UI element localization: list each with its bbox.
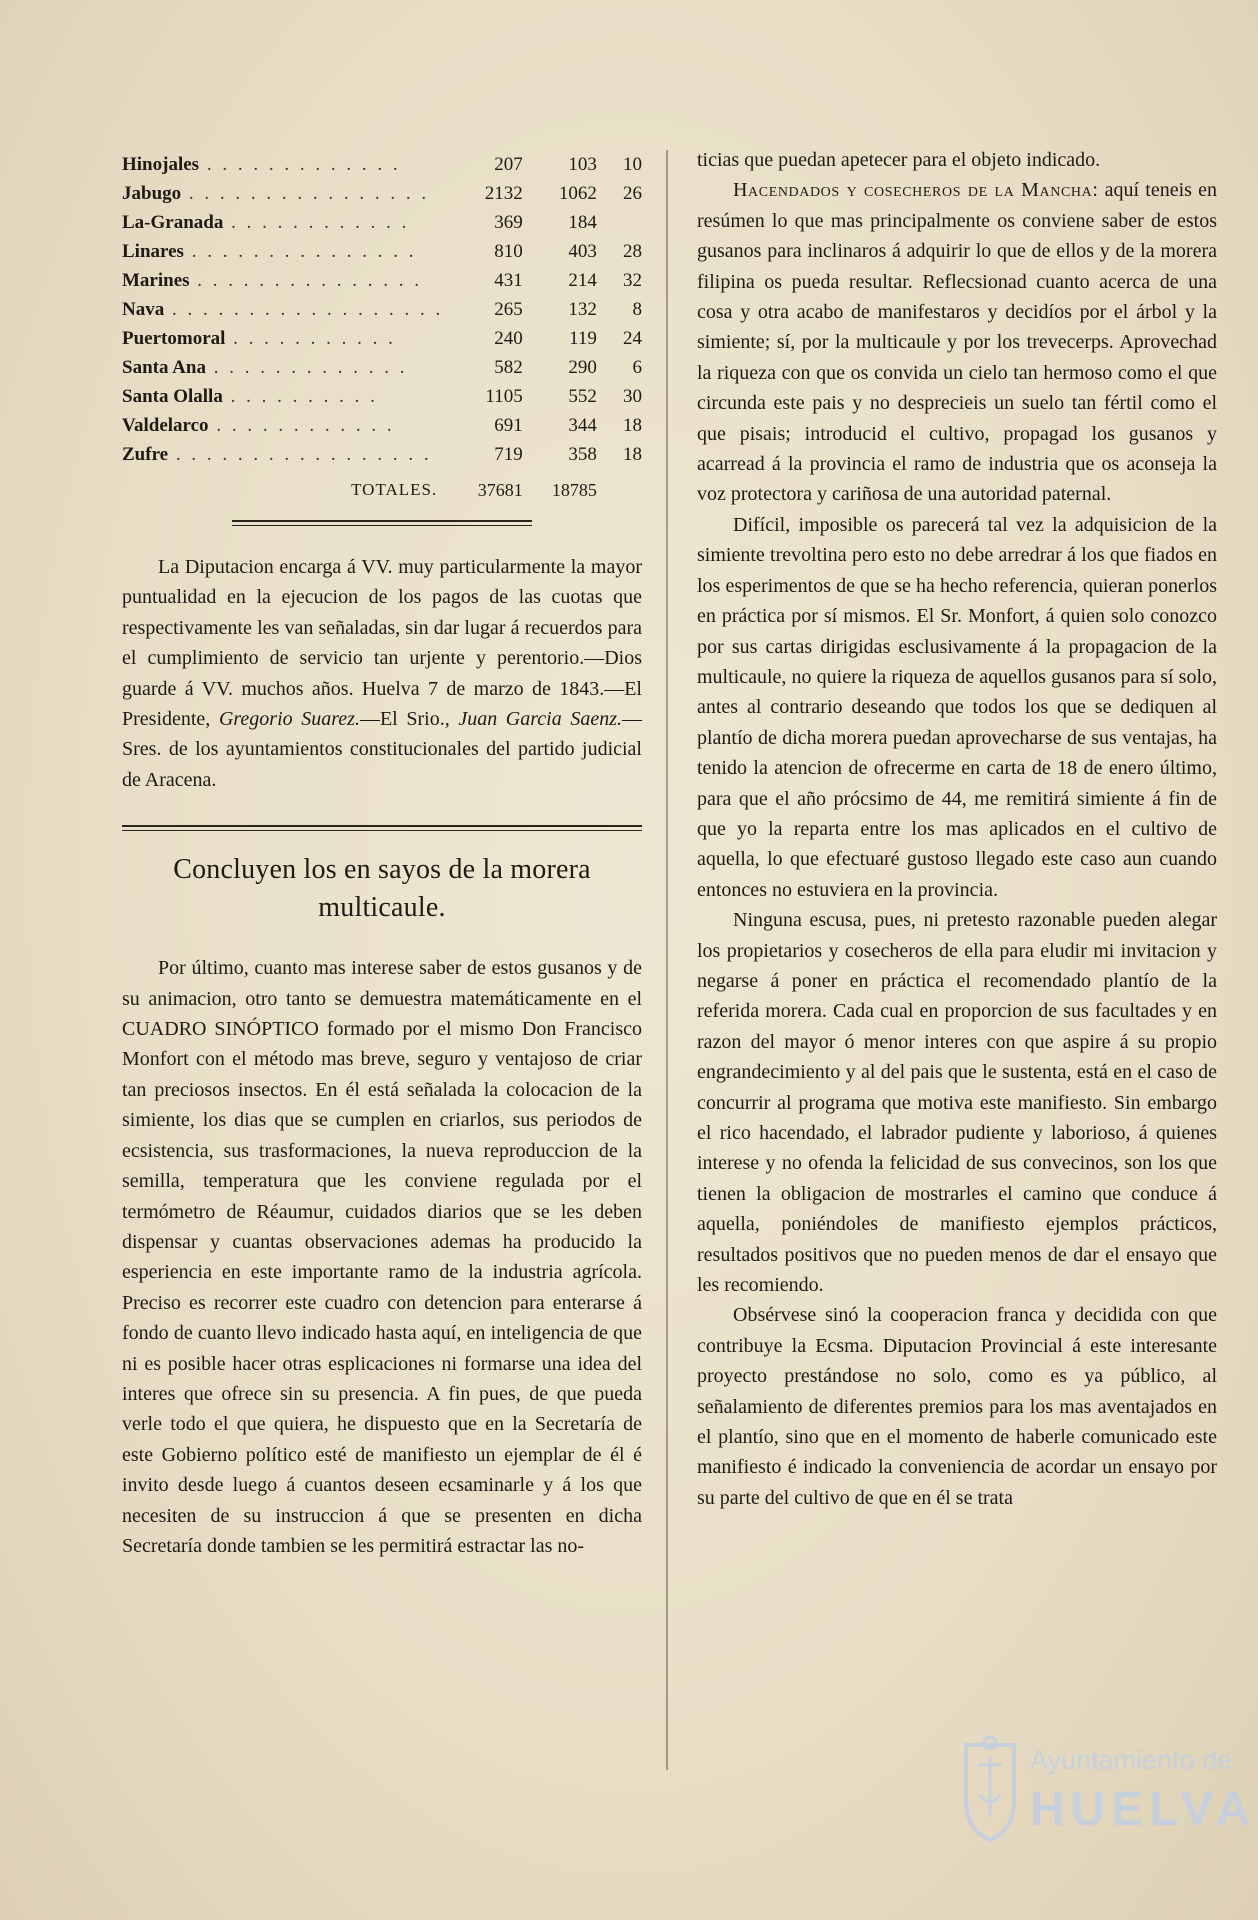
leader-dots: . . . . . . . . . . . . . . . .	[181, 183, 430, 204]
table-row	[122, 295, 642, 324]
town-value-1: 810	[494, 241, 523, 262]
town-name: Linares	[122, 241, 184, 262]
watermark-line-2: HUELVA	[1030, 1783, 1257, 1836]
town-value-1: 719	[494, 444, 523, 465]
town-value-2: 358	[568, 444, 597, 465]
town-value-2: 290	[568, 357, 597, 378]
town-value-3: 8	[632, 299, 642, 320]
table-row	[122, 353, 642, 382]
town-value-2: 344	[568, 415, 597, 436]
town-value-3: 32	[623, 270, 642, 291]
town-value-1: 2132	[484, 183, 523, 204]
town-value-3: 28	[623, 241, 642, 262]
town-value-2: 1062	[558, 183, 597, 204]
town-value-2: 214	[568, 270, 597, 291]
town-value-1: 369	[494, 212, 523, 233]
town-name: La-Granada	[122, 212, 224, 233]
town-value-2: 552	[568, 386, 597, 407]
table-row	[122, 150, 642, 179]
leader-dots: . . . . . . . . . . . . . . . . . .	[164, 299, 444, 320]
leader-dots: . . . . . . . . . . .	[225, 328, 396, 349]
leader-dots: . . . . . . . . . . . . . . .	[183, 241, 417, 262]
leader-dots: . . . . . . . . . . . . .	[205, 357, 408, 378]
table-row	[122, 237, 642, 266]
article-paragraph-1: Por último, cuanto mas interese saber de estos gusanos y de su animacion, otro tanto se demuestra matemáticamente en el CUADRO SINÓPTICO formado por el mismo Don Francisco Monfort con el método mas breve, seguro y ventajoso de criar tan preciosos insectos. En él está señalada la colocacion de la simiente, los dias que se cumplen en criarlos, sus periodos de ecsistencia, sus trasformaciones, la nueva reproduccion de la semilla, temperatura que les conviene regulada por el termómetro de Réaumur, cuidados diarios que se les deben dispensar y cuantas observaciones ademas ha producido la esperiencia en este importante ramo de la industria agrícola. Preciso es recorrer este cuadro con detencion para enterarse á fondo de cuanto llevo indicado hasta aquí, en inteligencia de que ni es posible hacer otras esplicaciones ni formarse una idea del interes que ofrece sin su presencia. A fin pues, de que pueda verle todo el que quiera, he dispuesto que en la Secretaría de este Gobierno político esté de manifiesto un ejemplar de él é invito desde luego á cuantos deseen ecsaminarle y á los que necesiten de su instruccion á que se presenten en dicha Secretaría donde tambien se les permitirá estractar las no-	[122, 957, 643, 1557]
table-row	[122, 411, 642, 440]
town-value-1: 691	[494, 415, 523, 436]
town-value-3	[607, 208, 642, 237]
town-name: Nava	[122, 299, 165, 320]
town-value-1: 1105	[485, 386, 523, 407]
right-paragraph-1: Hacendados y cosecheros de la Mancha: aquí teneis en resúmen lo que mas principalmente os conviene saber de estos gusanos para inclinaros á adquirir lo que de ellos y de la morera filipina os pueda resultar. Reflecsionad cuanto acerca de una cosa y otra acabo de manifestaros y decidíos por el árbol y la simiente; sí, por la multicaule y por los trevecerps. Aprovechad la riqueza con que os convida un cielo tan hermoso como el que circunda este pais y no desprecieis un suelo tan fértil como el que pisais; introducid el cultivo, propagad los gusanos y acarread á la provincia el ramo de industria que os aconseja la voz protectora y cariñosa de una autoridad paternal.	[697, 179, 1217, 506]
table-row	[122, 266, 642, 295]
leader-dots: . . . . . . . . . . . . . . .	[189, 270, 423, 291]
totals-value-1: 37681	[477, 479, 523, 500]
town-name: Valdelarco	[122, 415, 209, 436]
table-row	[122, 382, 642, 411]
cuadro-sinoptico-caps: CUADRO SINÓPTICO	[122, 1018, 319, 1041]
watermark-line-1: Ayuntamiento de	[1030, 1745, 1233, 1775]
town-name: Zufre	[122, 444, 169, 465]
leader-dots: . . . . . . . . . . . .	[223, 212, 410, 233]
column-divider	[666, 150, 668, 1770]
town-value-2: 119	[569, 328, 597, 349]
town-value-1: 265	[494, 299, 523, 320]
town-value-3: 26	[623, 183, 642, 204]
diputacion-paragraph: La Diputacion encarga á VV. muy particularmente la mayor puntualidad en la ejecucion de los pagos de las cuotas que respectivamente les van señaladas, sin dar lugar á recuerdos para el cumplimiento de servicio tan urjente y perentorio.—Dios guarde á VV. muchos años. Huelva 7 de marzo de 1843.—El Presidente, Gregorio Suarez.—El Srio., Juan Garcia Saenz.—Sres. de los ayuntamientos constitucionales del partido judicial de Aracena.	[122, 556, 642, 791]
town-value-3: 24	[623, 328, 642, 349]
city-seal-icon	[958, 1735, 1022, 1845]
right-paragraph-3: Ninguna escusa, pues, ni pretesto razonable pueden alegar los propietarios y cosecheros de ella para eludir mi invitacion y negarse á poner en práctica el recomendado plantío de la referida morera. Cada cual en proporcion de sus facultades y en razon del mayor ó menor interes con que aspire á su propio engrandecimiento y al del pais que le sustenta, está en el caso de concurrir al programa que motiva este manifiesto. Sin embargo el rico hacendado, el labrador pudiente y laborioso, á quienes interese y no ofenda la felicidad de sus convecinos, son los que tienen la obligacion de mostrarles el camino que conduce á aquella, poniéndoles de manifiesto ejemplos prácticos, resultados positivos que no pueden menos de dar el ensayo que les recomiendo.	[697, 909, 1217, 1297]
town-value-3: 18	[623, 444, 642, 465]
right-paragraph-continuation: ticias que puedan apetecer para el objeto indicado.	[697, 149, 1101, 171]
town-value-2: 103	[568, 154, 597, 175]
table-row	[122, 208, 642, 237]
right-paragraph-4: Obsérvese sinó la cooperacion franca y decidida con que contribuye la Ecsma. Diputacion Provincial á este interesante proyecto prestándose no solo, como es ya público, al señalamiento de diferentes premios para los mas aventajados en el plantío, sino que en el momento de haberle comunicado este manifiesto é indicado la conveniencia de acordar un ensayo por su parte del cultivo de que en él se trata	[697, 1304, 1217, 1509]
town-name: Santa Ana	[122, 357, 206, 378]
town-name: Marines	[122, 270, 190, 291]
town-value-2: 184	[568, 212, 597, 233]
town-name: Hinojales	[122, 154, 200, 175]
town-value-1: 431	[494, 270, 523, 291]
town-name: Puertomoral	[122, 328, 226, 349]
president-name: Gregorio Suarez.	[218, 708, 360, 731]
town-name: Jabugo	[122, 183, 182, 204]
leader-dots: . . . . . . . . . . . . . . . . .	[168, 444, 432, 465]
table-row	[122, 324, 642, 353]
address-smallcaps: Hacendados y cosecheros de la Mancha:	[733, 179, 1099, 202]
left-column	[122, 150, 642, 1561]
article-headline: Concluyen los en sayos de la morera multicaule.	[173, 854, 591, 924]
leader-dots: . . . . . . . . . . . . .	[199, 154, 401, 175]
totals-label: TOTALES.	[351, 480, 438, 499]
town-name: Santa Olalla	[122, 386, 223, 407]
leader-dots: . . . . . . . . . . . .	[208, 415, 395, 436]
town-value-1: 582	[494, 357, 523, 378]
town-value-3: 6	[632, 357, 642, 378]
ayuntamiento-watermark	[938, 1725, 1257, 1885]
table-end-rule	[232, 520, 532, 526]
town-value-2: 403	[568, 241, 597, 262]
right-paragraph-2: Difícil, imposible os parecerá tal vez la adquisicion de la simiente trevoltina pero esto no debe arredrar á los que fiados en los esperimentos de que se ha hecho referencia, quieran ponerlos en práctica por sí mismos. El Sr. Monfort, á quien solo conozco por sus cartas dirigidas esclusivamente á la propagacion de la multicaule, no quiere la riqueza de aquellos gusanos para sí solo, antes al contrario deseando que todos los que se dediquen al plantío de dicha morera puedan aprovecharse de sus ventajas, ha tenido la atencion de ofrecerme en carta de 18 de enero último, para que el año prócsimo de 44, me remitirá simiente á fin de que yo la reparta entre los mas aplicados en el cultivo de aquella, lo que efectuaré gustoso llegado este caso aun cuando entonces no estuviera en la provincia.	[697, 513, 1217, 901]
town-value-3: 30	[623, 386, 642, 407]
table-row	[122, 179, 642, 208]
section-rule	[122, 825, 642, 831]
totals-value-2: 18785	[551, 479, 597, 500]
secretary-name: Juan Garcia Saenz.	[458, 708, 622, 731]
totals-row	[122, 469, 642, 510]
right-column	[697, 145, 1217, 1513]
quota-table	[122, 150, 642, 510]
town-value-2: 132	[568, 299, 597, 320]
table-row	[122, 440, 642, 469]
leader-dots: . . . . . . . . . .	[222, 386, 378, 407]
town-value-3: 18	[623, 415, 642, 436]
town-value-3: 10	[623, 154, 642, 175]
town-value-1: 207	[494, 154, 523, 175]
town-value-1: 240	[494, 328, 523, 349]
